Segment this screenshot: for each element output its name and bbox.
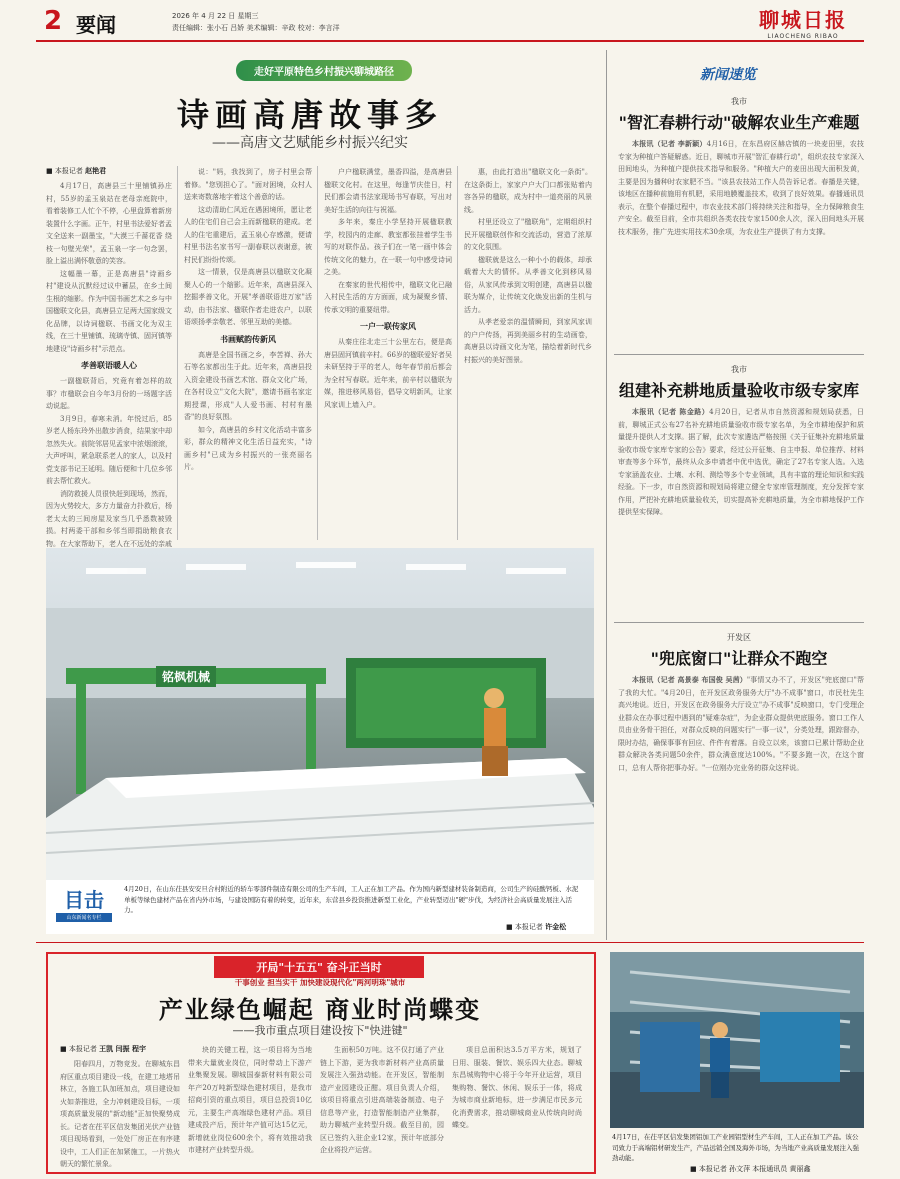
feature-byline: ■ 本报记者 王凯 闫振 程宇 xyxy=(60,1045,146,1053)
news-column-title: 新闻速览 xyxy=(700,67,756,83)
news-divider xyxy=(614,622,864,623)
stamp-title: 目击 xyxy=(64,888,104,912)
header-meta xyxy=(172,10,340,34)
news2-title: 组建补充耕地质量验收市级专家库 xyxy=(618,381,859,400)
header-rule xyxy=(36,40,864,42)
lead-subheadline: ——高唐文艺赋能乡村振兴纪实 xyxy=(212,135,408,151)
issue-date: 2026 年 4 月 22 日 星期三 xyxy=(172,12,259,20)
stamp-subtitle: 山东新闻名专栏 xyxy=(56,913,112,922)
news-divider xyxy=(614,354,864,355)
photo1-credit: ■ 本报记者 许金松 xyxy=(506,923,567,931)
logo-chinese: 聊城日报 xyxy=(759,8,847,32)
subheading-yihu: 一户一联传家风 xyxy=(360,322,416,331)
news3-title: "兜底窗口"让群众不跑空 xyxy=(650,649,828,668)
section-name: 要闻 xyxy=(76,13,116,37)
news3-tag: 开发区 xyxy=(727,633,751,642)
feature-column-4: 项目总面积达3.5万平方米，规划了日用、服装、餐饮、娱乐四大业态。聊城东昌城购物中心将于今年开业运营，项目集购物、餐饮、休闲、娱乐于一体，将成为城市商业新地标，进一步满足市民多元化消费需求，推动聊城商业从传统向时尚蝶变。 xyxy=(452,1046,582,1129)
subheading-xiaoshan: 孝善联语暖人心 xyxy=(81,361,137,370)
aluminum-plant-image xyxy=(610,952,864,1128)
news2-body: 本报讯（记者 陈金路）4月20日，记者从市自然资源和规划局获悉，日前，聊城正式公布27名补充耕地质量验收市级专家名单，为全市耕地保护和质量提升提供人才支撑。据了解，此次专家遴选严格按照《关于征集补充耕地质量验收市级专家库专家的公告》要求，经过公开征集、自主申报、单位推荐、材料审查等多个环节，最终从众多申请者中优中选优，确定了27名专家人选。入选专家涵盖农业、土壤、水利、测绘等多个专业领域，具有丰富的理论知识和实践经验。下一步，市自然资源和规划局将建立健全专家库管理制度，充分发挥专家作用，严把补充耕地质量验收关，切实提高补充耕地质量，为全市耕地保护工作提供坚实保障。 xyxy=(618,407,864,516)
factory-photo-image xyxy=(46,548,594,880)
newspaper-logo xyxy=(738,4,868,40)
feature-subheadline: ——我市重点项目建设按下"快进键" xyxy=(232,1024,408,1037)
news1-tag: 我市 xyxy=(731,97,747,106)
section-rule xyxy=(36,942,864,943)
subheading-shuhua: 书画赋韵传新风 xyxy=(220,334,276,344)
lead-column-3: 户户楹联满堂，墨香四溢，是高唐县楹联文化村。在这里，每逢节庆佳日，村民们都会请书法家现场书写春联，写出对美好生活的向往与祝福。 多年来，秦庄小学坚持开展楹联教学，校园内的走廊、教室都张挂着学生书写的对联作品。孩子们在一笔一画中体会传统文化的魅力，在一联一句中感受诗词之美。 在秦家的世代相传中，楹联文化已融入村民生活的方方面面，成为凝聚乡情、传承文明的重要纽带。 一户一联传家风 从秦庄往北走三十公里左右，便是高唐县固河镇前辛村。66岁的楹联爱好者吴未研坚持于平的老人，每年春节前后都会为全村写春联。近年来，前辛村以楹联为媒，推进移风易俗，倡导文明新风，让家风家训上墙入户。 xyxy=(324,168,452,409)
mujī-stamp xyxy=(56,884,112,922)
column-divider xyxy=(457,166,458,540)
feature-column-1: 阳春四月，万物竞发。在聊城东昌府区重点项目建设一线，在建工地塔吊林立，各施工队加班加点，项目建设如火如荼推进，全力冲刺建设目标，一项项高质量发展的"新动能"正加快聚势成长。记者在茌平区信发集团光伏产业链项目现场看到，一处处厂房正在有序建设中，工人们正在加紧施工，一片热火朝天的繁忙景象。 xyxy=(60,1060,180,1168)
feature-slogan: 干事创业 担当实干 加快建设现代化"两河明珠"城市 xyxy=(234,978,406,987)
factory-sign: 铭枫机械 xyxy=(156,666,216,687)
lead-headline: 诗画高唐故事多 xyxy=(176,96,443,134)
editor-credits: 责任编辑：张小石 吕娇 美术编辑：辛政 校对：李言洋 xyxy=(172,24,340,32)
column-divider xyxy=(317,166,318,540)
feature-banner: 开局"十五五" 奋斗正当时 xyxy=(214,956,424,978)
page-number: 2 xyxy=(44,6,63,36)
lead-column-4: 惠，由此打造出"楹联文化一条街"。在这条街上，家家户户大门口都张贴着内容各异的楹联，成为村中一道亮丽的风景线。 村里还设立了"楹联角"，定期组织村民开展楹联创作和交流活动，营造了浓厚的文化氛围。 楹联就是这么一种小小的载体，却承载着大大的情怀。从孝善文化到移风易俗，从家风传承到文明创建，高唐县以楹联为媒介，让传统文化焕发出新的生机与活力。 从孝老爱亲的温情瞬间，到家风家训的户户传扬，再到美丽乡村的生动画卷，高唐县以诗画文化为笔，描绘着新时代乡村振兴的美好图景。 xyxy=(464,168,592,364)
news3-body: 本报讯（记者 高景泰 布国俊 吴茜）"事情又办不了，开发区"兜底窗口"帮了我的大忙。"4月20日，在开发区政务服务大厅"办不成事"窗口，市民杜先生高兴地说。近日，开发区在政务服务大厅设立"办不成事"反映窗口，专门受理企业群众在办事过程中遇到的"疑难杂症"，为企业群众提供兜底服务。窗口工作人员由业务骨干担任，对群众反映的问题实行"一事一议"，分类处理，跟踪督办，限时办结，确保事事有回应、件件有着落。自设立以来，该窗口已累计帮助企业群众解决各类问题50余件，群众满意度达100%。"不要多跑一次，在这个窗口，总有人帮你把事办好。"一位刚办完业务的群众这样说。 xyxy=(618,675,864,772)
feature-column-3: 生面积50万吨。这不仅打通了产业链上下游，更为我市新材料产业高质量发展注入强劲动能。在开发区，智能制造产业园建设正酣。项目负责人介绍，该项目将重点引进高端装备制造、电子信息等产业，打造智能制造产业集群，助力聊城产业转型升级。截至目前，园区已签约入驻企业12家，预计年底部分企业将投产运营。 xyxy=(320,1046,444,1154)
feature-column-2: 块的关键工程，这一项目将为当地带来大量就业岗位，同时带动上下游产业集聚发展。聊城国泰新材料有限公司年产20万吨新型绿色建材项目，是我市招商引资的重点项目，项目总投资10亿元，主要生产高端绿色建材产品。项目建成投产后，预计年产值可达15亿元，新增就业岗位600余个，将有效推动我市建材产业转型升级。 xyxy=(188,1046,312,1154)
lead-byline: ■ 本报记者 赵艳君 xyxy=(46,167,107,175)
photo2-credit: ■ 本报记者 孙文萍 本报通讯员 黄丽鑫 xyxy=(690,1165,811,1173)
feature-headline: 产业绿色崛起 商业时尚蝶变 xyxy=(158,995,482,1024)
photo2-caption: 4月17日，在茌平区信发集团铝加工产业园铝型材生产车间，工人正在加工产品。该公司致力于高端铝材研发生产，产品远销全国及海外市场，为当地产业高质量发展注入强劲动能。 xyxy=(612,1133,859,1162)
aluminum-plant-photo xyxy=(610,952,864,1128)
factory-photo xyxy=(46,548,594,880)
lead-ribbon: 走好平原特色乡村振兴聊城路径 xyxy=(236,60,412,81)
logo-english: LIAOCHENG RIBAO xyxy=(767,33,839,40)
column-divider xyxy=(177,166,178,540)
right-column-divider xyxy=(606,50,607,940)
news1-title: "智汇春耕行动"破解农业生产难题 xyxy=(618,113,860,132)
page-header xyxy=(0,0,900,42)
photo1-caption: 4月20日，在山东茌县安安旦合村附近的轿车零部件制造有限公司的生产车间，工人正在加工产品。作为国内新型建材装备制造商，公司生产的硅酸钙板、水泥单板等绿色建材产品在省内外市场，与建设国防有着的转变，近年来，东营县乡投资推进新型工业化，产业转型迈出"硬"步伐，为经济社会高质量发展注入活力。 xyxy=(124,885,579,914)
lead-column-2: 说："妈，我找到了，房子村里会帮着修。"您别担心了。"面对困境，众村人送来寄数落地字着这个善意的话。 这动清助仁风近在遇困境所，愿让老人的住宅们自己会主而新楹联的建成。老人的住宅重建后，孟玉泉心存感激，便请村里书法名家书写一副春联以表谢意，被村民们纷纷传颂。 这一情景，仅是高唐县以楹联文化凝聚人心的一个缩影。近年来，高唐县深入挖掘孝善文化，开展"孝善联语进万家"活动，由书法家、楹联作者走进农户，以联语颂扬孝亲敬老、邻里互助的美德。 书画赋韵传新风 高唐是全国书画之乡，李苦禅、孙大石等名家都出生于此。近年来，高唐县投入资金建设书画艺术馆、群众文化广场，在各村设立"文化大院"，邀请书画名家定期授课，形成"人人爱书画、村村有墨香"的良好氛围。 如今，高唐县的乡村文化活动丰富多彩，群众的精神文化生活日益充实，"诗画乡村"已成为乡村振兴的一张亮丽名片。 xyxy=(184,168,312,471)
news2-tag: 我市 xyxy=(731,365,747,374)
news1-body: 本报讯（记者 李新颖）4月16日，在东昌府区赫店镇的一块麦田里，农技专家为种植户答疑解惑。近日，聊城市开展"智汇春耕行动"，组织农技专家深入田间地头，为种植户提供技术指导和服务。"种植大户的麦田出现大面积发黄，主要是因为播种时农家肥不当。"该县农技站工作人员告诉记者。春播是关键，该地区在播种前施用有机肥，采用地膜覆盖技术，收到了良好效果。春播通讯员表示，在整个春播过程中，市农业技术部门将持续关注和指导，全力保障粮食生产安全。截至目前，全市共组织各类农技专家1500余人次，深入田间地头开展技术服务，推广先进实用技术30余项，为农业生产提供了有力支撑。 xyxy=(618,139,864,236)
lead-column-1: 4月17日，高唐县三十里铺镇孙庄村，55岁的孟玉泉站在老母亲庭院中，看着装修工人忙个不停，心里盘算着新房装置什么字画。正午，村里书法爱好者孟文全送来一副墨宝，"大漠三千蔷花香 绕枝一句壁光荣"，孟玉泉一字一句念罢，脸上溢出满怀敬意的笑容。 这幅墨一幕，正是高唐县"诗画乡村"建设从沉默经过议中蓄层，在乡土间生根的缩影。作为中国书画艺术之乡与中国楹联文化县，高唐县立足两大国家级文化品牌，以诗词楹联、书画文化为双主线，在三十里铺镇、琉璃寺镇、固河镇等地建设"诗画乡村"示范点。 孝善联语暖人心 一副楹联背后，究竟有着怎样的故事？市楹联会自今年3月份的一场题字活动说起。 3月9日，春寒未消。年悦过后，85岁老人杨东玲外出散步消食，结果家中却忽然失火。前院邻居见孟家中浓烟滚滚，大声呼叫，紧急联系老人的家人，以及村党支部书记王延明。随后便和十几位乡邻前去帮忙救火。 消防救援人员很快赶到现场，然而，因为火势较大，多方力量奋力扑救后，杨老太太的三间房屋及家当几乎悉数被毁损。村两委干部和乡邻当即捐助粮食衣物。在大家帮助下，老人在不远处的亲戚 xyxy=(46,182,172,548)
